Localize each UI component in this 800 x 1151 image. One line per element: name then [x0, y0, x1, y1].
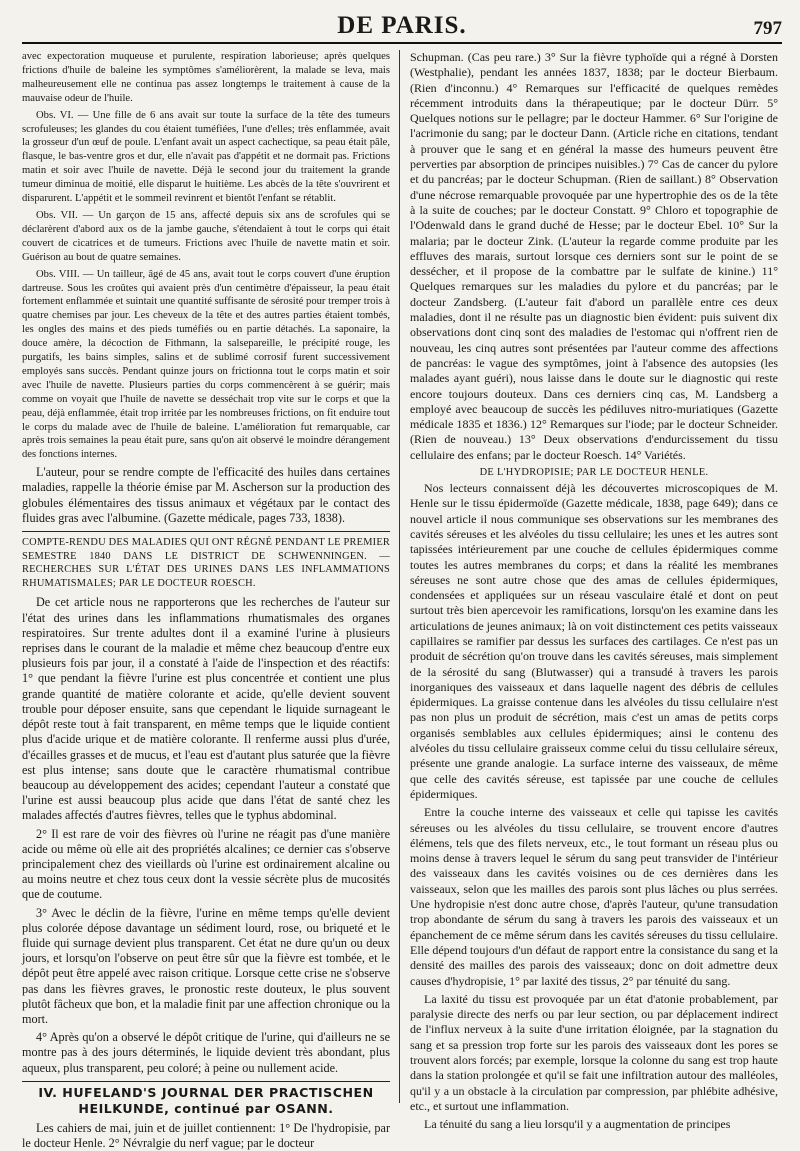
- contents-list: [410, 50, 778, 463]
- paragraph-auteur: L'auteur, pour se rendre compte de l'efficacité des huiles dans certaines maladies, rappelle la théorie émise par M. Ascherson sur la production des globules élémentaires des tissus animaux et végétaux par le contact des fluides gras avec l'albumine. (Gazette médicale, pages 733, 1838).: [22, 465, 390, 525]
- text-columns: [22, 50, 782, 1150]
- journal-contents: [22, 1121, 390, 1151]
- paragraph-contents-continuation: Schupman. (Cas peu rare.) 3° Sur la fièvre typhoïde qui a régné à Dorsten (Westphalie), pendant les années 1837, 1838; par le docteur Bierbaum. (Rien d'inconnu.) 4° Remarques sur l'efficacité de quelques remèdes récemment introduits dans la thérapeutique; par le docteur Dürr. 5° Quelques notions sur le pellagre; par le docteur Hammer. 6° Sur l'origine de l'acrimonie du sang; par le docteur Dann. (Article riche en citations, tendant à prouver que le sang et en général la masse des humeurs peuvent être perverties par absorption de principes nuisibles.) 7° Cas de cancer du pylore et du pancréas; par le docteur Schupman. (Rien de saillant.) 8° Observation d'une nécrose remarquable provoquée par une hypertrophie des os de la tête à la suite de couches; par le docteur Constatt. 9° Chloro et topographie de l'Odenwald dans le grand duché de Hesse; par le docteur Ebel. 10° Sur la malaria; par le docteur Zink. (L'auteur la regarde comme produite par les effluves des marais, surtout lorsque ces derniers sont sur le point de se dessécher, et il propose de la combattre par le sulfate de kinine.) 11° Quelques remarques sur les maladies du pylore et du pancréas; par le docteur Zandsberg. (L'auteur fait d'abord un parallèle entre ces deux maladies, dont il ne résulte pas un diagnostic bien évident: puis suivent dix observations dont cinq sont des maladies de l'estomac qui n'offrent rien de nouveau, les cinq autres sont présentées par l'auteur comme des affections de pancréas: le vague des symptômes, joint à l'absence des autopsies (les malades ayant guéri), nous laisse dans le doute sur le diagnostic qui reste encore toujours douteux. Dans ces derniers cinq cas, M. Landsberg a employé avec beaucoup de succès les pédiluves nitro-muriatiques (Gazette médicale 1835 et 1836.) 12° Remarques sur l'iode; par le docteur Schneider. (Rien de nouveau.) 13° Deux observations d'endurcissement du tissu cellulaire des enfans; par le docteur Roesch. 14° Variétés.: [410, 50, 778, 462]
- journal-title: IV. HUFELAND'S JOURNAL DER PRACTISCHEN HEILKUNDE, continué par OSANN.: [38, 1084, 374, 1116]
- page-header: [22, 8, 782, 44]
- left-column: [22, 50, 390, 1150]
- newspaper-page: [22, 8, 782, 1150]
- paragraph-point-4: 4° Après qu'on a observé le dépôt critique de l'urine, qui d'ailleurs ne se montre pas à des jours déterminés, le liquide devient très abondant, plus aqueux, plus transparent, peu coloré; à peine ou nullement acide.: [22, 1030, 390, 1075]
- page-number: 797: [753, 18, 782, 39]
- running-title: DE PARIS.: [337, 12, 467, 39]
- paragraph-continuation: avec expectoration muqueuse et purulente, respiration laborieuse; après quelques frictions d'huile de baleine les symptômes s'améliorèrent, la malade se leva, mais malheureusement elle ne continua pas assez longtemps le traitement à cause de la mauvaise odeur de l'huile.: [22, 51, 390, 104]
- paragraph-point-2: 2° Il est rare de voir des fièvres où l'urine ne réagit pas d'une manière acide ou même où elle ait des propriétés alcalines; ce dernier cas s'observe principalement chez des vieillards où l'urine est ordinairement alcaline ou au moins neutre et chez tous ceux dont la vessie sécrète plus de mucosités que de coutume.: [22, 826, 390, 902]
- section-subheading: DE L'HYDROPISIE; PAR LE DOCTEUR HENLE.: [479, 467, 709, 479]
- paragraph-tenuite: La ténuité du sang a lieu lorsqu'il y a augmentation de principes: [424, 1117, 731, 1132]
- right-column: [410, 50, 778, 1132]
- paragraph-laxite: La laxité du tissu est provoquée par un état d'atonie probablement, par paralysie directe des nerfs ou par leur section, ou par déplacement indirect de l'influx nerveux à la suite d'une irritation éloignée, par la stagnation du sang et sa pression trop forte sur les parois des vaisseaux dont les pores se trouvent alors forcés; par exemple, lorsque la colonne du sang est trop haute dans la station prolongée et qu'il se fait une infiltration autour des malléoles, qu'il y a un obstacle à la circulation par compression, par phlébite adhésive, etc., et surtout une inflammation.: [410, 991, 778, 1113]
- paragraph-cahiers: Les cahiers de mai, juin et de juillet contiennent: 1° De l'hydropisie, par le docteur Henle. 2° Névralgie du nerf vague; par le docteur: [22, 1120, 390, 1150]
- section-divider: [22, 531, 390, 532]
- urines-article: [22, 595, 390, 1075]
- observations-block: [22, 50, 390, 462]
- paragraph-vaisseaux: Entre la couche interne des vaisseaux et celle qui tapisse les cavités séreuses ou les alvéoles du tissu cellulaire, se trouvent encore d'autres élémens, tels que des filets nerveux, etc., le tout formant un réseau plus ou moins dense à travers lequel le sérum du sang peut transvider de l'intérieur des vaisseaux dans les cavités voisines ou de ces dernières dans les vaisseaux, selon que les mailles des parois sont plus lâches ou plus serrées. Une hydropisie n'est donc autre chose, d'après l'auteur, qu'une transudation trop abondante de sérum du sang à travers les parois des vaisseaux et un épanchement de ce même sérum dans les cavités séreuses du tissu cellulaire. Elle dépend toujours d'un défaut de rapport entre la consistance du sang et la densité des mailles des parois des vaisseaux; donc on doit admettre deux causes d'hydropisie, 1° par laxité des tissus, 2° par ténuité du sang.: [410, 805, 778, 988]
- article-heading: COMPTE-RENDU DES MALADIES QUI ONT RÉGNÉ PENDANT LE PREMIER SEMESTRE 1840 DANS LE DISTRICT DE SCHWENNINGEN. — RECHERCHES SUR L'ÉTAT DES URINES DANS LES INFLAMMATIONS RHUMATISMALES; PAR LE DOCTEUR ROESCH.: [22, 537, 390, 589]
- paragraph-point-3: 3° Avec le déclin de la fièvre, l'urine en même temps qu'elle devient plus colorée dépose davantage un sédiment lourd, rose, ou briqueté et le fluide qui surnage devient plus transparent. Cet état ne dure qu'un ou deux jours, et lorsqu'on l'observe on peut être sûr que la fièvre est tombée, et le dépôt peut être appelé avec raison critique. Lorsque cette crise ne s'observe pas dans les fièvres graves, le pronostic reste douteux, le plus souvent plutôt fâcheux que bon, et la maladie finit par une affection chronique ou la mort.: [22, 905, 390, 1026]
- author-note-block: [22, 465, 390, 526]
- observation-8: Obs. VIII. — Un tailleur, âgé de 45 ans, avait tout le corps couvert d'une éruption dartreuse. Sous les croûtes qui avaient près d'un centimètre d'épaisseur, la peau était fortement enflammée et suintait une quantité suffisante de sérosité pour tremper trois à quatre chemises par jour. Les cheveux de la tête et des autres parties étaient tombés, les ongles des mains et des pieds tuméfiés ou en partie détachés. La saponaire, la douce amère, la décoction de Fithmann, la salsepareille, le précipité rouge, les purgatifs, les bains simples, salins et de sublimé corrosif furent successivement employés sans succès. Pendant quinze jours on frictionna tout le corps matin et soir avec l'huile de navette. Plusieurs parties du corps commencèrent à se guérir; mais comme on voyait que l'huile de navette se desséchait trop vite sur le corps et que la peau, déjà enflammée, était trop irritée par les nombreuses frictions, on fit enduire tout le corps du malade avec de l'huile de baleine. L'amélioration fut remarquable, car après trois semaines la peau était pure, sans qu'on ait observé le moindre dérangement des fonctions internes.: [22, 268, 390, 461]
- paragraph-henle-intro: Nos lecteurs connaissent déjà les découvertes microscopiques de M. Henle sur le tissu épidermoïde (Gazette médicale, 1838, page 649); dans ce nouvel article il nous communique ses observations sur les membranes des cavités séreuses et les alvéoles du tissu cellulaire; les unes et les autres sont tapissées intérieurement par une couche de cellules épidermiques comme toutes les autres membranes du corps; et dans la réalité les membranes séreuses ne sont autre chose que des amas de cellules épidermiques, condensées et appliquées sur un réseau vasculaire étalé et dont on peut surtout très bien apercevoir les ramifications, lorsqu'on les examine dans les articulations de jeunes animaux; là on voit distinctement ces petits vaisseaux capillaires se ramifier par dessus les surfaces des cartilages. Ce n'est pas un produit de sécrétion qu'on trouve dans les cavités séreuses, mais simplement de la sérosité du sang (Blutwasser) qui a transudé à travers les parois inorganiques des vaisseaux et dans laquelle nagent des débris de cellules épidermiques. La graisse contenue dans les alvéoles du tissu cellulaire n'est pas non plus un produit de sécrétion, mais c'est un amas de petits corps organisés semblables aux cellules épidermiques; ainsi le contenu des alvéoles du tissu cellulaire graisseux comme celui du tissu cellulaire séreux, présente une grande analogie. La surface interne des vaisseaux, de même que celle des cavités séreuse, est tapissée par une couche de cellules épidermiques.: [410, 481, 778, 801]
- paragraph-urines: De cet article nous ne rapporterons que les recherches de l'auteur sur l'état des urines dans les inflammations rhumatismales des organes respiratoires. Sur trente adultes dont il a examiné l'urine à plusieurs reprises dans le courant de la maladie et même chez beaucoup d'entre eux plusieurs fois par jour, il a constaté à l'aide de l'inspection et des réactifs: 1° que pendant la fièvre l'urine est plus concentrée et contient une plus grande quantité de matière colorante et acide, qu'elle devient souvent trouble pour déposer ensuite, sans que cependant le liquide surnageant le dépôt reste tout à fait transparent, en même temps que le liquide contient plus d'acide urique et de matière colorante. Il renferme aussi plus d'urée, d'écailles grasses et de mucus, et l'eau est d'autant plus saturée que la fièvre est plus intense; sans doute que le caractère rhumatismal contribue beaucoup au développement des acides; cependant l'auteur a constaté que l'urine est aussi beaucoup plus acide que dans l'état de santé chez les malades affectés d'autres fièvres, telles que le typhus abdominal.: [22, 595, 390, 823]
- observation-7: Obs. VII. — Un garçon de 15 ans, affecté depuis six ans de scrofules qui se déclarèrent d'abord aux os de la jambe gauche, s'étendaient à tout le corps qui était couvert de cicatrices et de tumeurs. Frictions avec l'huile de navette matin et soir. Guérison au bout de quatre semaines.: [22, 209, 390, 263]
- hydropisie-article: [410, 481, 778, 1132]
- journal-divider: [22, 1081, 390, 1082]
- observation-6: Obs. VI. — Une fille de 6 ans avait sur toute la surface de la tête des tumeurs scrofuleuses; les glandes du cou étaient tuméfiées, l'une d'elles; très enflammée, avait la grosseur d'un œuf de poule. L'enfant avait un aspect cachectique, sa peau était pâle, flasque, le bas-ventre gros et dur, elle n'avait pas d'appétit et ne dormait pas. Frictions matin et soir avec l'huile de navette. Déjà le second jour du traitement la grande tumeur diminua de moitié, elle disparut le huitième. Les abcès de la tête s'ouvrirent et disparurent. L'appétit et le sommeil revinrent et bientôt l'enfant se rétablit.: [22, 109, 390, 205]
